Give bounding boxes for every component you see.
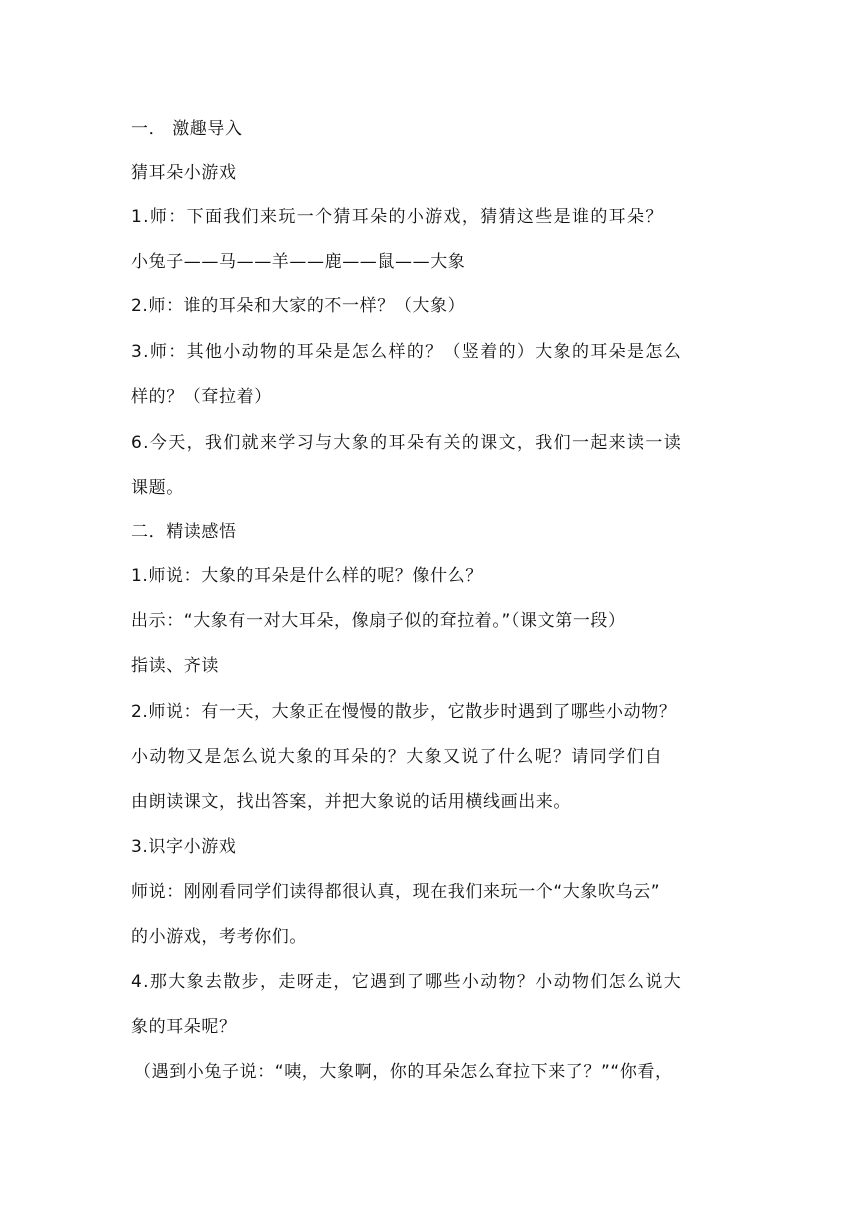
paragraph-line: 1.师：下面我们来玩一个猜耳朵的小游戏，猜猜这些是谁的耳朵？ <box>131 207 664 227</box>
paragraph-line: 由朗读课文，找出答案，并把大象说的话用横线画出来。 <box>131 792 571 812</box>
paragraph-line: 1.师说：大象的耳朵是什么样的呢？像什么？ <box>131 566 483 586</box>
paragraph-line: 课题。 <box>131 478 184 498</box>
paragraph-line: 3.识字小游戏 <box>131 837 237 857</box>
paragraph-line: 4.那大象去散步，走呀走，它遇到了哪些小动物？小动物们怎么说大 <box>131 972 683 992</box>
paragraph-line: 师说：刚刚看同学们读得都很认真，现在我们来玩一个“大象吹乌云” <box>131 882 661 902</box>
activity-title: 猜耳朵小游戏 <box>131 163 237 183</box>
section-heading-2: 二．精读感悟 <box>131 522 237 542</box>
paragraph-line: 3.师：其他小动物的耳朵是怎么样的？（竖着的）大象的耳朵是怎么 <box>131 342 683 362</box>
paragraph-line: 6.今天，我们就来学习与大象的耳朵有关的课文，我们一起来读一读 <box>131 433 683 453</box>
paragraph-line: （遇到小兔子说：“咦，大象啊，你的耳朵怎么耷拉下来了？”“你看， <box>134 1062 673 1082</box>
section-heading-1: 一． 激趣导入 <box>131 119 243 139</box>
paragraph-line: 出示：“大象有一对大耳朵，像扇子似的耷拉着。”（课文第一段） <box>131 611 626 631</box>
paragraph-line: 小动物又是怎么说大象的耳朵的？大象又说了什么呢？请同学们自 <box>131 747 664 767</box>
paragraph-line: 的小游戏，考考你们。 <box>131 927 307 947</box>
paragraph-line: 样的？（耷拉着） <box>131 387 272 407</box>
paragraph-line: 小兔子——马——羊——鹿——鼠——大象 <box>131 252 466 272</box>
paragraph-line: 2.师说：有一天，大象正在慢慢的散步，它散步时遇到了哪些小动物？ <box>131 702 677 722</box>
paragraph-line: 2.师：谁的耳朵和大家的不一样？（大象） <box>131 296 466 316</box>
paragraph-line: 象的耳朵呢？ <box>131 1017 237 1037</box>
paragraph-line: 指读、齐读 <box>131 656 219 676</box>
